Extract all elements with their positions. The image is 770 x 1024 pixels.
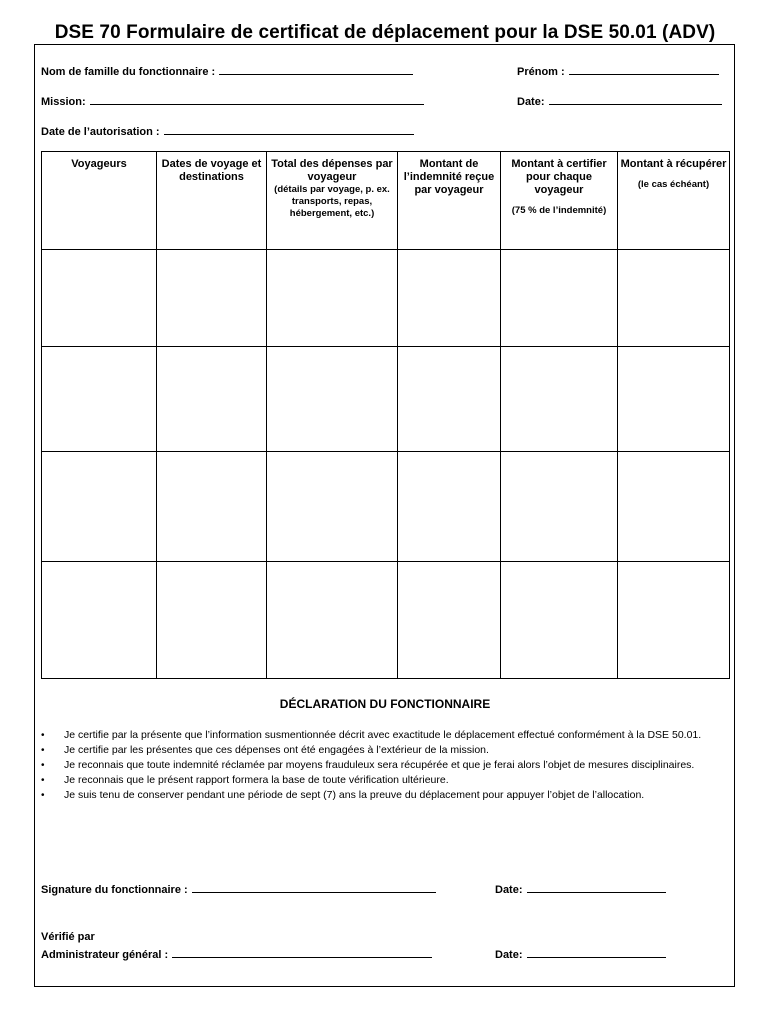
list-item: • Je suis tenu de conserver pendant une période de sept (7) ans la preuve du déplacement pour appuyer l’objet de l’allocation.	[41, 789, 645, 801]
administrator-date-field	[495, 947, 666, 961]
declaration-title: DÉCLARATION DU FONCTIONNAIRE	[279, 697, 491, 711]
administrator-date-input[interactable]	[527, 947, 666, 958]
table-cell[interactable]	[42, 452, 157, 562]
signature-date-field	[495, 882, 666, 896]
employee-signature-input[interactable]	[192, 882, 436, 893]
bullet-icon: •	[41, 760, 45, 771]
travel-table	[41, 151, 730, 679]
bullet-icon: •	[41, 745, 45, 756]
authorization-date-label: Date de l’autorisation :	[41, 126, 160, 138]
mission-label: Mission:	[41, 96, 86, 108]
administrator-signature-input[interactable]	[172, 947, 432, 958]
table-row	[42, 347, 730, 452]
list-item: • Je certifie par la présente que l’information susmentionnée décrit avec exactitude le déplacement effectué conformément à la DSE 50.01.	[41, 729, 702, 741]
mission-field	[41, 94, 424, 108]
table-cell[interactable]	[398, 250, 501, 347]
employee-signature-field	[41, 882, 436, 896]
header-allowance-received: Montant de l’indemnité reçue par voyageur	[398, 152, 501, 250]
table-cell[interactable]	[618, 452, 730, 562]
header-amount-to-certify: Montant à certifier pour chaque voyageur (75 % de l’indemnité)	[501, 152, 618, 250]
table-row	[42, 250, 730, 347]
signature-date-label: Date:	[495, 884, 523, 896]
administrator-field	[41, 947, 432, 961]
form-title: DSE 70 Formulaire de certificat de déplacement pour la DSE 50.01 (ADV)	[54, 22, 716, 43]
declaration-list	[40, 728, 732, 803]
table-cell[interactable]	[157, 250, 267, 347]
table-header-row	[42, 152, 730, 250]
table-row	[42, 562, 730, 679]
table-cell[interactable]	[267, 347, 398, 452]
verified-by-label: Vérifié par	[41, 931, 95, 943]
header-travelers: Voyageurs	[42, 152, 157, 250]
table-cell[interactable]	[618, 562, 730, 679]
table-cell[interactable]	[42, 347, 157, 452]
table-cell[interactable]	[618, 250, 730, 347]
table-cell[interactable]	[267, 562, 398, 679]
first-name-label: Prénom :	[517, 66, 565, 78]
bullet-icon: •	[41, 730, 45, 741]
authorization-date-input[interactable]	[164, 124, 414, 135]
table-cell[interactable]	[42, 250, 157, 347]
header-travel-dates: Dates de voyage et destinations	[157, 152, 267, 250]
employee-last-name-field	[41, 64, 413, 78]
table-cell[interactable]	[501, 452, 618, 562]
header-total-expenses-details: (détails par voyage, p. ex. transports, repas, hébergement, etc.)	[274, 184, 390, 219]
list-item: • Je reconnais que le présent rapport formera la base de toute vérification ultérieure.	[41, 774, 449, 786]
table-cell[interactable]	[267, 250, 398, 347]
header-amount-to-certify-note: (75 % de l’indemnité)	[511, 205, 607, 216]
header-amount-to-recover: Montant à récupérer (le cas échéant)	[618, 152, 730, 250]
table-cell[interactable]	[157, 562, 267, 679]
date-field	[517, 94, 722, 108]
header-total-expenses: Total des dépenses par voyageur (détails par voyage, p. ex. transports, repas, hébergement, etc.)	[267, 152, 398, 250]
table-cell[interactable]	[501, 347, 618, 452]
administrator-label: Administrateur général :	[41, 949, 169, 961]
table-cell[interactable]	[42, 562, 157, 679]
date-input[interactable]	[549, 94, 722, 105]
date-label: Date:	[517, 96, 545, 108]
table-cell[interactable]	[398, 562, 501, 679]
employee-signature-label: Signature du fonctionnaire :	[41, 884, 188, 896]
employee-last-name-label: Nom de famille du fonctionnaire :	[41, 66, 216, 78]
list-item: • Je certifie par les présentes que ces dépenses ont été engagées à l’extérieur de la mission.	[41, 744, 489, 756]
table-cell[interactable]	[157, 452, 267, 562]
table-cell[interactable]	[501, 250, 618, 347]
table-cell[interactable]	[398, 347, 501, 452]
table-cell[interactable]	[267, 452, 398, 562]
bullet-icon: •	[41, 775, 45, 786]
table-cell[interactable]	[398, 452, 501, 562]
first-name-input[interactable]	[569, 64, 719, 75]
table-cell[interactable]	[501, 562, 618, 679]
mission-input[interactable]	[90, 94, 424, 105]
first-name-field	[517, 64, 719, 78]
authorization-date-field	[41, 124, 414, 138]
signature-date-input[interactable]	[527, 882, 666, 893]
administrator-date-label: Date:	[495, 949, 523, 961]
header-amount-to-recover-note: (le cas échéant)	[637, 179, 710, 190]
table-row	[42, 452, 730, 562]
bullet-icon: •	[41, 790, 45, 801]
employee-last-name-input[interactable]	[219, 64, 413, 75]
table-cell[interactable]	[618, 347, 730, 452]
list-item: • Je reconnais que toute indemnité réclamée par moyens frauduleux sera récupérée et que je ferai alors l’objet de mesures disciplinaires.	[41, 759, 695, 771]
table-cell[interactable]	[157, 347, 267, 452]
